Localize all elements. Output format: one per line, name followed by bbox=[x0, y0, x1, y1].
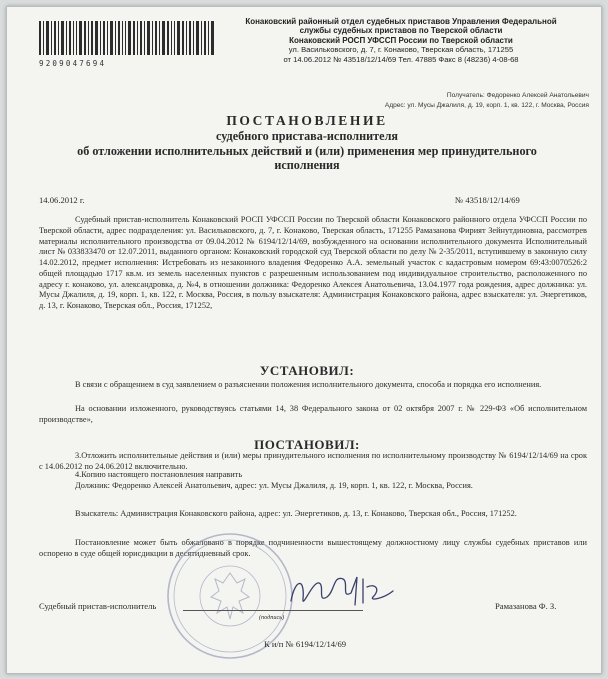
recipient-block bbox=[307, 91, 589, 110]
barcode-graphic bbox=[39, 21, 214, 55]
recipient-line-1: Получатель: Федоренко Алексей Анатольевич bbox=[446, 92, 589, 99]
barcode-number: 9209047694 bbox=[39, 59, 107, 68]
signature-line bbox=[183, 610, 363, 611]
header-line-4: ул. Васильковского, д. 7, г. Конаково, Тверская область, 171255 bbox=[288, 45, 514, 55]
header-line-1: Конаковский районный отдел судебных приставов Управления Федеральной bbox=[245, 17, 557, 26]
paragraph-decision-3: 3.Отложить исполнительные действия и (или) меры принудительного исполнения по исполнительному производству № 6194/12/14/69 на срок с 14.06.2012 по 24.06.2012 включительно. bbox=[39, 451, 587, 471]
heading-decided: ПОСТАНОВИЛ: bbox=[254, 437, 360, 452]
paragraph-appeal: Постановление может быть обжаловано в порядке подчиненности вышестоящему должностному лицу службы судебных приставов или оспорено в суде общей юрисдикции в десятидневный срок. bbox=[39, 538, 587, 558]
signer-title: Судебный пристав-исполнитель bbox=[39, 601, 157, 611]
document-page bbox=[6, 6, 602, 674]
paragraph-decision-4: 4.Копию настоящего постановления направить bbox=[75, 470, 243, 479]
heading-established: УСТАНОВИЛ: bbox=[259, 363, 355, 378]
signer-name: Рамазанова Ф. З. bbox=[495, 601, 557, 611]
header-line-2: службы судебных приставов по Тверской области bbox=[299, 26, 503, 36]
document-title bbox=[27, 113, 587, 173]
paragraph-established: В связи с обращением в суд заявлением о разъяснении положения исполнительного документа, способа и порядка его исполнения. bbox=[75, 380, 542, 389]
document-number: № 43518/12/14/69 bbox=[455, 195, 520, 205]
paragraph-debtor: Должник: Федоренко Алексей Анатольевич, адрес: ул. Мусы Джалиля, д. 19, корп. 1, кв. 122, г. Москва, Россия. bbox=[75, 481, 473, 490]
document-date: 14.06.2012 г. bbox=[39, 195, 85, 205]
signature-caption: (подпись) bbox=[259, 614, 285, 621]
handwritten-signature bbox=[283, 569, 403, 615]
recipient-line-2: Адрес: ул. Мусы Джалиля, д. 19, корп. 1, кв. 122, г. Москва, Россия bbox=[384, 101, 589, 109]
title-main: ПОСТАНОВЛЕНИЕ bbox=[226, 113, 388, 128]
paragraph-preamble: Судебный пристав-исполнитель Конаковский РОСП УФССП России по Тверской области Конаковского районного отдела УФССП России по Тверской области, адрес подразделения: ул. Васильковского, д. 7, г. Конаково, Тверская область, 171255 Рамазанова Фирият Зейнутдиновна, рассмотрев материалы исполнительного производства от 09.04.2012 № 6194/12/14/69, возбужденного на основании исполнительного документа Исполнительный лист № 033833470 от 12.07.2011, выданного органом: Конаковский городской суд Тверской области по делу № 2-35/2011, вступившему в законную силу 14.02.2012, предмет исполнения: Истребовать из незаконного владения Федоренко А.А. земельный участок с кадастровым номером 69:43:0070526:2 общей площадью 1717 кв.м. из земель населенных пунктов с разрешенным использованием под индивидуальное строительство, расположенного по адресу г. конаково, ул. александровка, д. №4, в отношении должника: Федоренко Алексея Анатольевича, 13.04.1977 года рождения, адрес должника: ул. Мусы Джалиля, д. 19, корп. 1, кв. 122, г. Москва, Россия, в пользу взыскателя: Администрация Конаковского района, адрес взыскателя: ул. Энергетиков, д. 13, г. Конаково, Тверская обл., Россия, 171252, bbox=[39, 215, 587, 310]
header-line-5: от 14.06.2012 № 43518/12/14/69 Тел. 47885 Факс 8 (48236) 4-08-68 bbox=[283, 54, 519, 64]
issuer-header bbox=[215, 17, 587, 64]
title-sub-1: судебного пристава-исполнителя bbox=[215, 129, 399, 143]
paragraph-claimant: Взыскатель: Администрация Конаковского района, адрес: ул. Энергетиков, д. 13, г. Конаково, Тверская обл., Россия, 171252. bbox=[75, 509, 517, 518]
paragraph-legal-basis: На основании изложенного, руководствуясь статьями 14, 38 Федерального закона от 02 октября 2007 г. № 229-ФЗ «Об исполнительном производстве», bbox=[39, 404, 587, 424]
header-line-3: Конаковский РОСП УФССП России по Тверской области bbox=[289, 35, 513, 45]
title-sub-3: исполнения bbox=[274, 158, 340, 173]
title-sub-2: об отложении исполнительных действий и (или) применения мер принудительного bbox=[77, 143, 537, 158]
enforcement-case-number: К и/п № 6194/12/14/69 bbox=[263, 639, 347, 649]
